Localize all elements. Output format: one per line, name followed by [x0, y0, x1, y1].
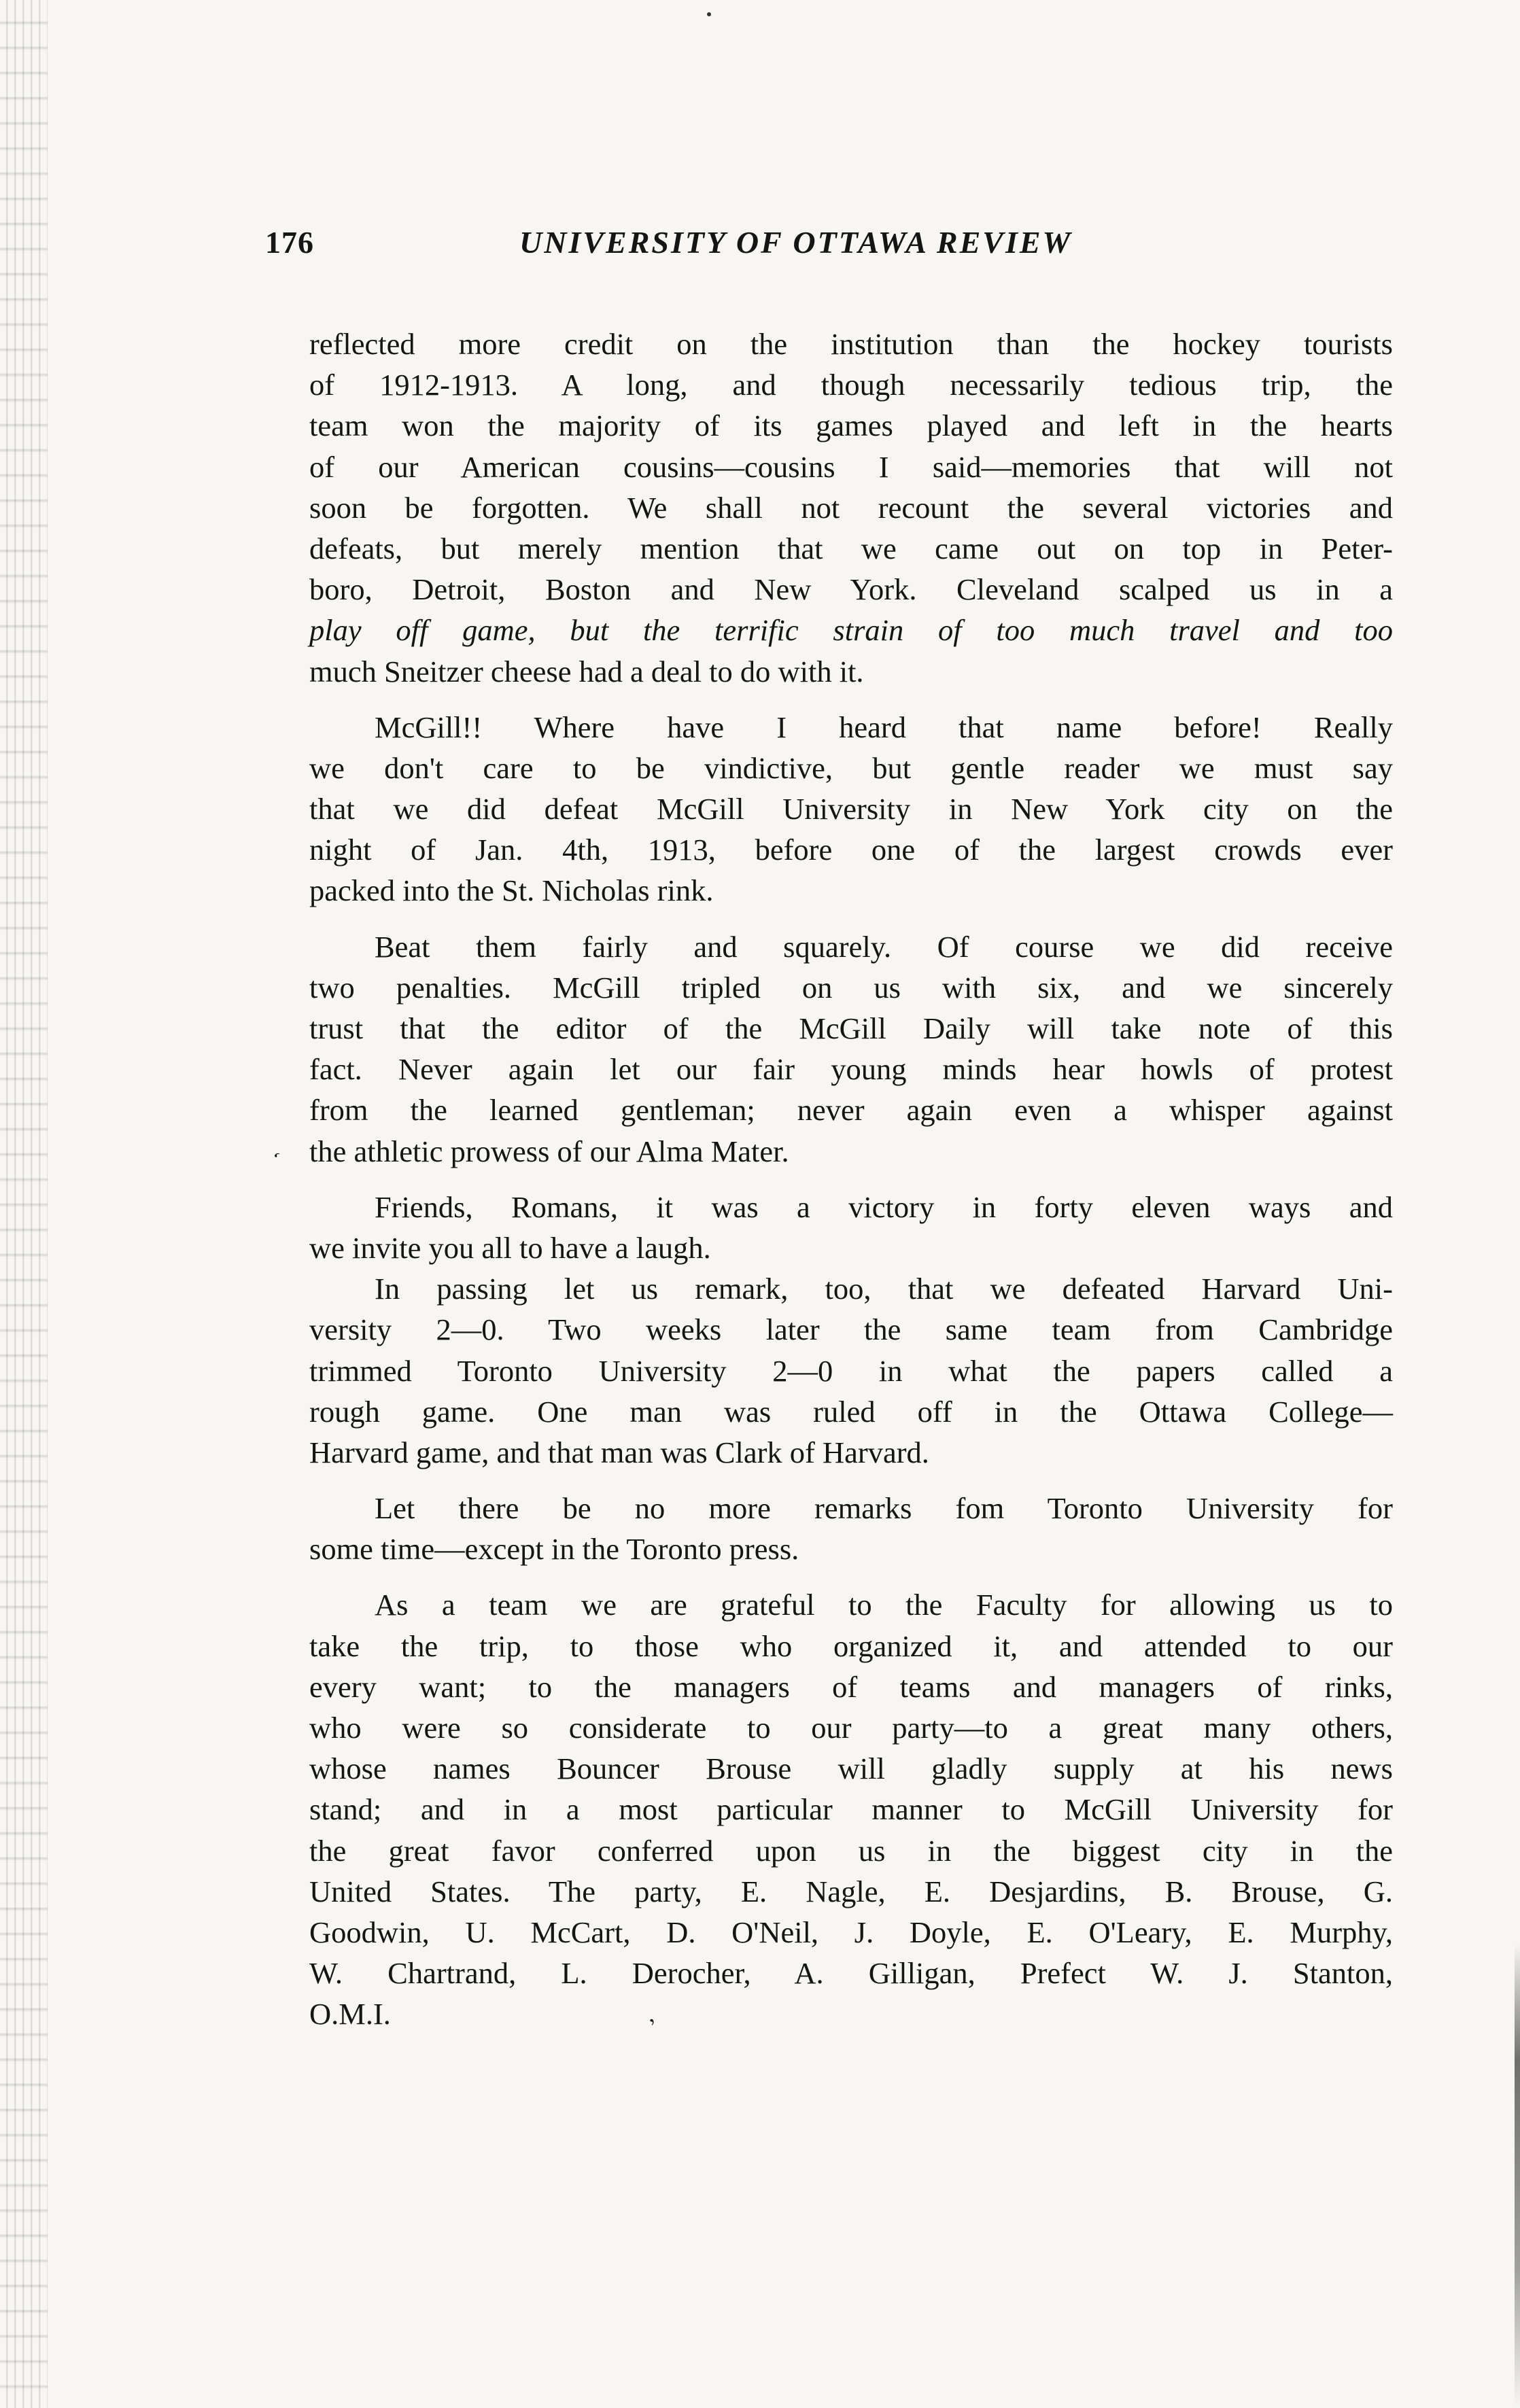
- text-line: In passing let us remark, too, that we defeated Harvard Uni-: [375, 1272, 1393, 1306]
- text-line: Goodwin, U. McCart, D. O'Neil, J. Doyle, E. O'Leary, E. Murphy,: [309, 1915, 1393, 1949]
- stray-mark: ’: [645, 2013, 665, 2040]
- text-line: McGill!! Where have I heard that name before! Really: [375, 710, 1393, 744]
- paragraph-3: [309, 926, 1393, 1172]
- text-line: much Sneitzer cheese had a deal to do with it.: [309, 654, 864, 688]
- text-line: rough game. One man was ruled off in the Ottawa College—: [309, 1394, 1393, 1429]
- text-line: every want; to the managers of teams and managers of rinks,: [309, 1669, 1393, 1704]
- text-line: night of Jan. 4th, 1913, before one of the largest crowds ever: [309, 833, 1393, 867]
- page-number: 176: [265, 225, 314, 260]
- paragraph-gap: [309, 692, 1393, 707]
- paragraph-gap: [309, 1172, 1393, 1187]
- text-line: defeats, but merely mention that we came out on top in Peter-: [309, 531, 1393, 565]
- text-line: O.M.I.: [309, 1997, 391, 2031]
- text-line: who were so considerate to our party—to a great many others,: [309, 1711, 1393, 1745]
- text-line: some time—except in the Toronto press.: [309, 1532, 799, 1567]
- text-line: of 1912-1913. A long, and though necessarily tedious trip, the: [309, 368, 1393, 402]
- running-head: UNIVERSITY OF OTTAWA REVIEW: [519, 225, 1073, 260]
- text-line: W. Chartrand, L. Derocher, A. Gilligan, Prefect W. J. Stanton,: [309, 1956, 1393, 1991]
- text-line: stand; and in a most particular manner to McGill University for: [309, 1792, 1393, 1827]
- italic-text: play off game, but the terrific strain of too much travel and too: [309, 613, 1393, 648]
- text-line: soon be forgotten. We shall not recount the several victories and: [309, 490, 1393, 525]
- text-line-italic: [309, 610, 1393, 650]
- text-line: whose names Bouncer Brouse will gladly supply at his news: [309, 1751, 1393, 1786]
- text-line: boro, Detroit, Boston and New York. Cleveland scalped us in a: [309, 572, 1393, 607]
- text-line: the athletic prowess of our Alma Mater.: [309, 1134, 789, 1168]
- paragraph-7: [309, 1584, 1393, 2034]
- text-line: fact. Never again let our fair young minds hear howls of protest: [309, 1052, 1393, 1087]
- paragraph-2: [309, 707, 1393, 911]
- text-line: from the learned gentleman; never again even a whisper against: [309, 1093, 1393, 1128]
- paragraph-6: [309, 1488, 1393, 1569]
- stray-mark: ‘: [264, 1147, 283, 1170]
- text-line: we invite you all to have a laugh.: [309, 1230, 711, 1265]
- text-line: two penalties. McGill tripled on us with six, and we sincerely: [309, 970, 1393, 1005]
- paragraph-1: [309, 324, 1393, 692]
- text-line: As a team we are grateful to the Faculty for allowing us to: [375, 1588, 1393, 1622]
- text-line: reflected more credit on the institution than the hockey tourists: [309, 327, 1393, 361]
- text-line: United States. The party, E. Nagle, E. Desjardins, B. Brouse, G.: [309, 1874, 1393, 1908]
- paragraph-gap: [309, 1473, 1393, 1488]
- text-line: versity 2—0. Two weeks later the same team from Cambridge: [309, 1312, 1393, 1347]
- text-line: Friends, Romans, it was a victory in forty eleven ways and: [375, 1189, 1393, 1224]
- text-line: Beat them fairly and squarely. Of course we did receive: [375, 929, 1393, 964]
- text-line: Let there be no more remarks fom Toronto University for: [375, 1491, 1393, 1526]
- text-line: we don't care to be vindictive, but gentle reader we must say: [309, 750, 1393, 785]
- paragraph-4: [309, 1187, 1393, 1268]
- text-line: of our American cousins—cousins I said—memories that will not: [309, 449, 1393, 484]
- text-line: the great favor conferred upon us in the biggest city in the: [309, 1833, 1393, 1868]
- page-header: [265, 224, 1217, 279]
- text-line: that we did defeat McGill University in New York city on the: [309, 792, 1393, 826]
- text-line: Harvard game, and that man was Clark of Harvard.: [309, 1435, 929, 1469]
- text-line: team won the majority of its games played and left in the hearts: [309, 408, 1393, 443]
- paragraph-gap: [309, 1569, 1393, 1584]
- paragraph-5: [309, 1268, 1393, 1473]
- article-body: [309, 324, 1393, 2035]
- text-line: trust that the editor of the McGill Daily will take note of this: [309, 1011, 1393, 1045]
- text-line: take the trip, to those who organized it, and attended to our: [309, 1628, 1393, 1663]
- text-line: packed into the St. Nicholas rink.: [309, 873, 714, 908]
- text-line: trimmed Toronto University 2—0 in what the papers called a: [309, 1353, 1393, 1388]
- paragraph-gap: [309, 911, 1393, 926]
